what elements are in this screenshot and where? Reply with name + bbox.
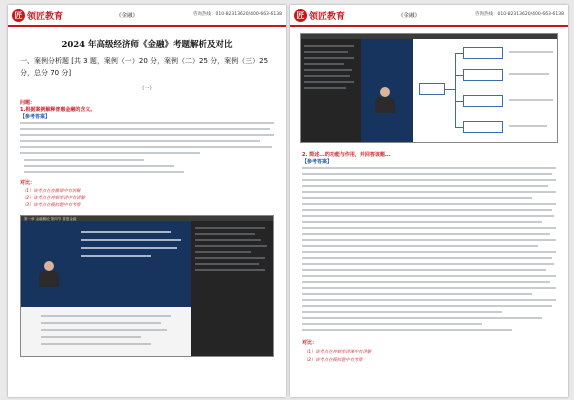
- document-page-left: [8, 5, 286, 397]
- brand-logo: [12, 8, 63, 23]
- compare-line-1: （1）该考点在冲刺串讲课中有讲解: [304, 350, 372, 355]
- header-doc-label: 《金融》: [116, 13, 139, 19]
- header-contact: 咨询热线：010-82313620/400-663-6138: [474, 12, 564, 17]
- header-contact: 咨询热线：010-82313620/400-663-6138: [192, 12, 282, 17]
- question-text: 1.根据案例解释普惠金融的含义。: [20, 107, 96, 113]
- page-header: [290, 5, 568, 27]
- compare-label: 对比：: [302, 340, 318, 346]
- compare-line-2: （2）该考点在冲刺串讲中有讲解: [22, 196, 85, 201]
- document-page-right: [290, 5, 568, 397]
- course-screenshot: [20, 215, 274, 357]
- logo-badge-icon: 匠: [294, 9, 307, 22]
- course-screenshot-diagram: [300, 33, 558, 143]
- brand-logo: [294, 8, 345, 23]
- logo-text: 领匠教育: [309, 12, 346, 22]
- section-heading: 一、案例分析题 [共 3 题，案例（一）20 分，案例（二）25 分，案例（三）25 分，总分 70 分]: [20, 57, 269, 77]
- reference-answer-label: 【参考答案】: [302, 159, 333, 165]
- header-doc-label: 《金融》: [398, 13, 421, 19]
- video-player: [21, 221, 191, 307]
- mind-map-diagram: [413, 39, 558, 143]
- chapter-list-panel: [301, 39, 361, 143]
- video-player: [361, 39, 413, 143]
- compare-line-1: （1）该考点在直播课中有讲解: [22, 189, 81, 194]
- lecture-notes-pane: [21, 307, 191, 357]
- compare-label: 对比：: [20, 180, 36, 186]
- case-label: （一）: [139, 86, 155, 92]
- compare-line-3: （3）该考点在模拟题中有考察: [22, 203, 81, 208]
- compare-line-2: （2）该考点在模拟题中有考察: [304, 358, 363, 363]
- reference-answer-label: 【参考答案】: [20, 114, 51, 120]
- logo-text: 领匠教育: [27, 12, 64, 22]
- question-label: 问题：: [20, 100, 36, 106]
- page-header: [8, 5, 286, 27]
- question-text: 2. 简述...的功能与作用，并回答该题...: [302, 152, 391, 158]
- screenshot-titlebar: 第一章 金融概论 第四节 普惠金融: [21, 216, 273, 221]
- chapter-list-panel: [191, 221, 274, 357]
- logo-badge-icon: 匠: [12, 9, 25, 22]
- document-title: 2024 年高级经济师《金融》考题解析及对比: [61, 40, 233, 50]
